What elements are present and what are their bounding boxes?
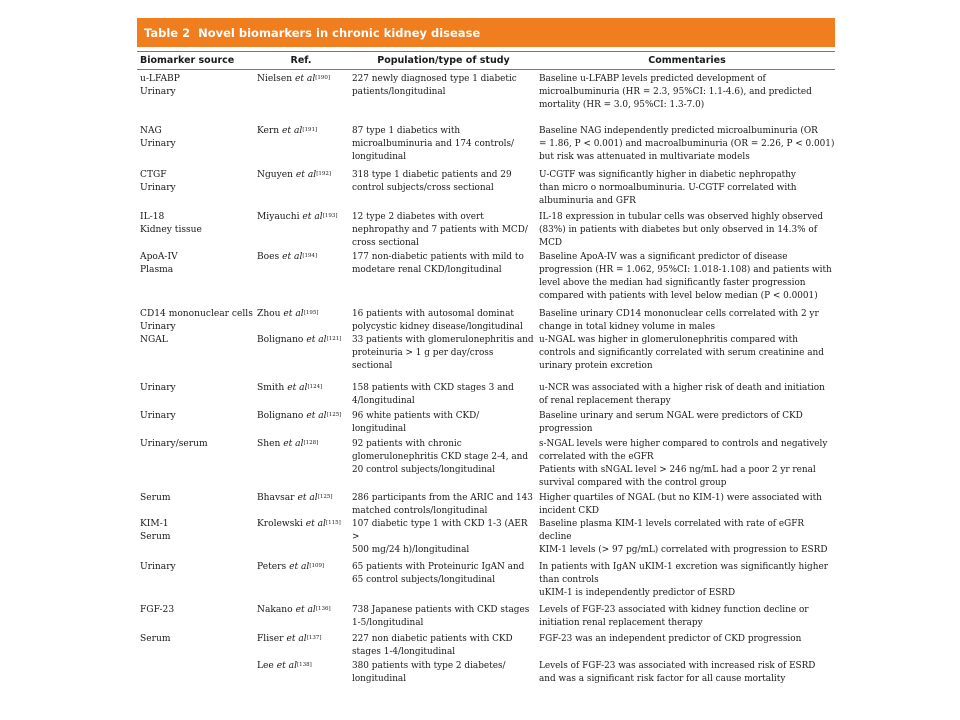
table-row xyxy=(137,169,835,211)
cell-comment: FGF-23 was an independent predictor of CKD progression xyxy=(539,634,802,644)
table-row xyxy=(137,660,835,690)
cell-ref: Nakano et al[136] xyxy=(257,605,331,615)
cell-population: 12 type 2 diabetes with overt nephropathy and 7 patients with MCD/ cross sectional xyxy=(352,212,528,249)
cell-population: 318 type 1 diabetic patients and 29 control subjects/cross sectional xyxy=(352,170,512,194)
cell-comment: Baseline u-LFABP levels predicted development of microalbuminuria (HR = 2.3, 95%CI: 1.1-4.6), and predicted mortality (HR = 3.0, 95%CI: 1.3-7.0) xyxy=(539,74,812,111)
cell-ref: Bolignano et al[125] xyxy=(257,411,342,421)
cell-ref: Shen et al[128] xyxy=(257,439,319,449)
cell-source: Urinary xyxy=(140,411,176,421)
cell-population: 92 patients with chronic glomerulonephritis CKD stage 2-4, and 20 control subjects/longitudinal xyxy=(352,439,529,476)
table-row xyxy=(137,410,835,438)
cell-ref: Bhavsar et al[125] xyxy=(257,493,333,503)
header-ref: Ref. xyxy=(290,55,312,66)
cell-comment: In patients with IgAN uKIM-1 excretion was significantly higher than controls uKIM-1 is independently predictor of ESRD xyxy=(539,562,828,599)
cell-population: 107 diabetic type 1 with CKD 1-3 (AER > 500 mg/24 h)/longitudinal xyxy=(352,519,528,556)
table-row xyxy=(137,604,835,633)
cell-ref: Fliser et al[137] xyxy=(257,634,322,644)
table-row xyxy=(137,334,835,382)
table-number: Table 2 xyxy=(144,25,191,40)
cell-ref: Boes et al[194] xyxy=(257,252,318,262)
cell-comment: Higher quartiles of NGAL (but no KIM-1) were associated with incident CKD xyxy=(539,493,822,517)
cell-source: CTGF Urinary xyxy=(140,170,176,194)
cell-population: 16 patients with autosomal dominat polycystic kidney disease/longitudinal xyxy=(352,309,523,333)
cell-population: 158 patients with CKD stages 3 and 4/longitudinal xyxy=(352,383,514,407)
cell-source: IL-18 Kidney tissue xyxy=(140,212,202,236)
cell-population: 177 non-diabetic patients with mild to modetare renal CKD/longitudinal xyxy=(352,252,524,276)
table-row xyxy=(137,633,835,660)
table-row xyxy=(137,308,835,334)
cell-ref: Peters et al[109] xyxy=(257,562,325,572)
cell-source: Urinary/serum xyxy=(140,439,208,449)
cell-ref: Bolignano et al[121] xyxy=(257,335,342,345)
table-row xyxy=(137,211,835,251)
cell-ref: Lee et al[138] xyxy=(257,661,312,671)
cell-comment: Levels of FGF-23 associated with kidney function decline or initiation renal replacement therapy xyxy=(539,605,809,629)
cell-ref: Smith et al[124] xyxy=(257,383,323,393)
table-row xyxy=(137,125,835,169)
cell-ref: Nguyen et al[192] xyxy=(257,170,331,180)
cell-ref: Nielsen et al[190] xyxy=(257,74,331,84)
table-row xyxy=(137,251,835,308)
cell-source: CD14 mononuclear cells Urinary xyxy=(140,309,253,333)
table-row xyxy=(137,561,835,604)
table-title-bar xyxy=(137,18,835,47)
cell-population: 227 newly diagnosed type 1 diabetic patients/longitudinal xyxy=(352,74,517,98)
cell-comment: Levels of FGF-23 was associated with increased risk of ESRD and was a significant risk factor for all cause mortality xyxy=(539,661,816,685)
biomarker-table xyxy=(137,18,835,690)
cell-comment: s-NGAL levels were higher compared to controls and negatively correlated with the eGFR Patients with sNGAL level > 246 ng/mL had a poor 2 yr renal survival compared with the control group xyxy=(539,439,828,489)
header-biomarker-source: Biomarker source xyxy=(140,55,235,66)
cell-population: 87 type 1 diabetics with microalbuminuria and 174 controls/ longitudinal xyxy=(352,126,515,163)
table-body xyxy=(137,70,835,690)
cell-comment: u-NGAL was higher in glomerulonephritis compared with controls and significantly correlated with serum creatinine and urinary protein excretion xyxy=(539,335,824,372)
cell-source: Serum xyxy=(140,493,171,503)
cell-source: Urinary xyxy=(140,383,176,393)
cell-source: Urinary xyxy=(140,562,176,572)
cell-comment: u-NCR was associated with a higher risk of death and initiation of renal replacement therapy xyxy=(539,383,825,407)
cell-source: NAG Urinary xyxy=(140,126,176,150)
table-row xyxy=(137,382,835,410)
table-row xyxy=(137,438,835,492)
table-header-row xyxy=(137,51,835,70)
cell-comment: Baseline urinary CD14 mononuclear cells correlated with 2 yr change in total kidney volume in males xyxy=(539,309,819,333)
cell-comment: Baseline urinary and serum NGAL were predictors of CKD progression xyxy=(539,411,803,435)
cell-comment: Baseline ApoA-IV was a significant predictor of disease progression (HR = 1.062, 95%CI: 1.018-1.108) and patients with level above the median had significantly faster progression compared with patients with level below median (P < 0.0001) xyxy=(539,252,832,302)
table-row xyxy=(137,70,835,125)
cell-comment: IL-18 expression in tubular cells was observed highly observed (83%) in patients with diabetes but only observed in 14.3% of MCD xyxy=(539,212,824,249)
header-commentaries: Commentaries xyxy=(648,55,726,66)
cell-population: 33 patients with glomerulonephritis and proteinuria > 1 g per day/cross sectional xyxy=(352,335,534,372)
cell-source: FGF-23 xyxy=(140,605,175,615)
cell-source: NGAL xyxy=(140,335,168,345)
table-title: Novel biomarkers in chronic kidney disease xyxy=(198,25,481,40)
cell-ref: Miyauchi et al[193] xyxy=(257,212,338,222)
cell-ref: Kern et al[191] xyxy=(257,126,318,136)
cell-source: u-LFABP Urinary xyxy=(140,74,180,98)
cell-comment: Baseline plasma KIM-1 levels correlated with rate of eGFR decline KIM-1 levels (> 97 pg/mL) correlated with progression to ESRD xyxy=(539,519,828,556)
table-row xyxy=(137,518,835,561)
cell-ref: Zhou et al[195] xyxy=(257,309,319,319)
cell-population: 65 patients with Proteinuric IgAN and 65 control subjects/longitudinal xyxy=(352,562,525,586)
header-population: Population/type of study xyxy=(377,55,510,66)
cell-population: 380 patients with type 2 diabetes/ longitudinal xyxy=(352,661,506,685)
cell-population: 738 Japanese patients with CKD stages 1-5/longitudinal xyxy=(352,605,530,629)
cell-source: Serum xyxy=(140,634,171,644)
cell-source: KIM-1 Serum xyxy=(140,519,171,543)
table-row xyxy=(137,492,835,518)
cell-population: 96 white patients with CKD/ longitudinal xyxy=(352,411,480,435)
cell-population: 227 non diabetic patients with CKD stages 1-4/longitudinal xyxy=(352,634,513,658)
cell-population: 286 participants from the ARIC and 143 matched controls/longitudinal xyxy=(352,493,533,517)
cell-ref: Krolewski et al[115] xyxy=(257,519,341,529)
cell-comment: Baseline NAG independently predicted microalbuminuria (OR = 1.86, P < 0.001) and macroalbuminuria (OR = 2.26, P < 0.001) but risk was attenuated in multivariate models xyxy=(539,126,835,163)
cell-comment: U-CGTF was significantly higher in diabetic nephropathy than micro o normoalbuminuria. U-CGTF correlated with albuminuria and GFR xyxy=(539,170,797,207)
cell-source: ApoA-IV Plasma xyxy=(140,252,178,276)
